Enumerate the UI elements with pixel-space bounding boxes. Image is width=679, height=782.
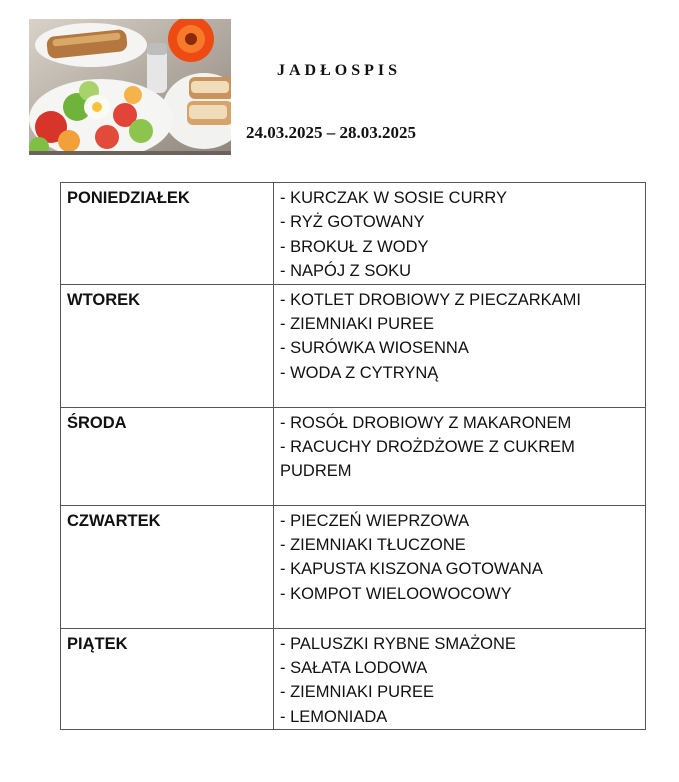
- dish-list: [274, 407, 646, 505]
- day-label: PONIEDZIAŁEK: [61, 183, 274, 285]
- menu-row-thursday: [61, 505, 646, 628]
- dish-item: - KAPUSTA KISZONA GOTOWANA: [280, 560, 543, 579]
- dish-item: - ZIEMNIAKI PUREE: [280, 683, 435, 702]
- dish-item: - ZIEMNIAKI TŁUCZONE: [280, 536, 466, 555]
- dish-item: - PALUSZKI RYBNE SMAŻONE: [280, 634, 516, 653]
- dish-item: - KURCZAK W SOSIE CURRY: [280, 189, 508, 207]
- dish-item: - LEMONIADA: [280, 707, 388, 726]
- dish-item: - KOTLET DROBIOWY Z PIECZARKAMI: [280, 290, 582, 309]
- dish-item: - RACUCHY DROŻDŻOWE Z CUKREM PUDREM: [280, 438, 575, 481]
- menu-table: [60, 182, 646, 730]
- day-label: ŚRODA: [61, 407, 274, 505]
- day-label: CZWARTEK: [61, 505, 274, 628]
- dish-list: [274, 505, 646, 628]
- dish-list: [274, 628, 646, 730]
- dish-item: - PIECZEŃ WIEPRZOWA: [280, 511, 470, 530]
- dish-item: - BROKUŁ Z WODY: [280, 237, 429, 256]
- dish-item: - RYŻ GOTOWANY: [280, 213, 425, 232]
- dish-item: - WODA Z CYTRYNĄ: [280, 363, 439, 382]
- food-photo: [29, 19, 231, 155]
- dish-item: - NAPÓJ Z SOKU: [280, 262, 412, 281]
- menu-row-monday: [61, 183, 646, 285]
- day-label: PIĄTEK: [61, 628, 274, 730]
- dish-item: - ROSÓŁ DROBIOWY Z MAKARONEM: [280, 413, 572, 432]
- dish-item: - KOMPOT WIELOOWOCOWY: [280, 584, 512, 603]
- menu-row-tuesday: [61, 284, 646, 407]
- menu-row-wednesday: [61, 407, 646, 505]
- dish-list: [274, 183, 646, 285]
- date-range: 24.03.2025 – 28.03.2025: [246, 123, 416, 142]
- dish-item: - SURÓWKA WIOSENNA: [280, 339, 469, 358]
- day-label: WTOREK: [61, 284, 274, 407]
- dish-list: [274, 284, 646, 407]
- dish-item: - ZIEMNIAKI PUREE: [280, 315, 435, 334]
- dish-item: - SAŁATA LODOWA: [280, 659, 428, 678]
- page-title: JADŁOSPIS: [277, 62, 402, 79]
- menu-row-friday: [61, 628, 646, 730]
